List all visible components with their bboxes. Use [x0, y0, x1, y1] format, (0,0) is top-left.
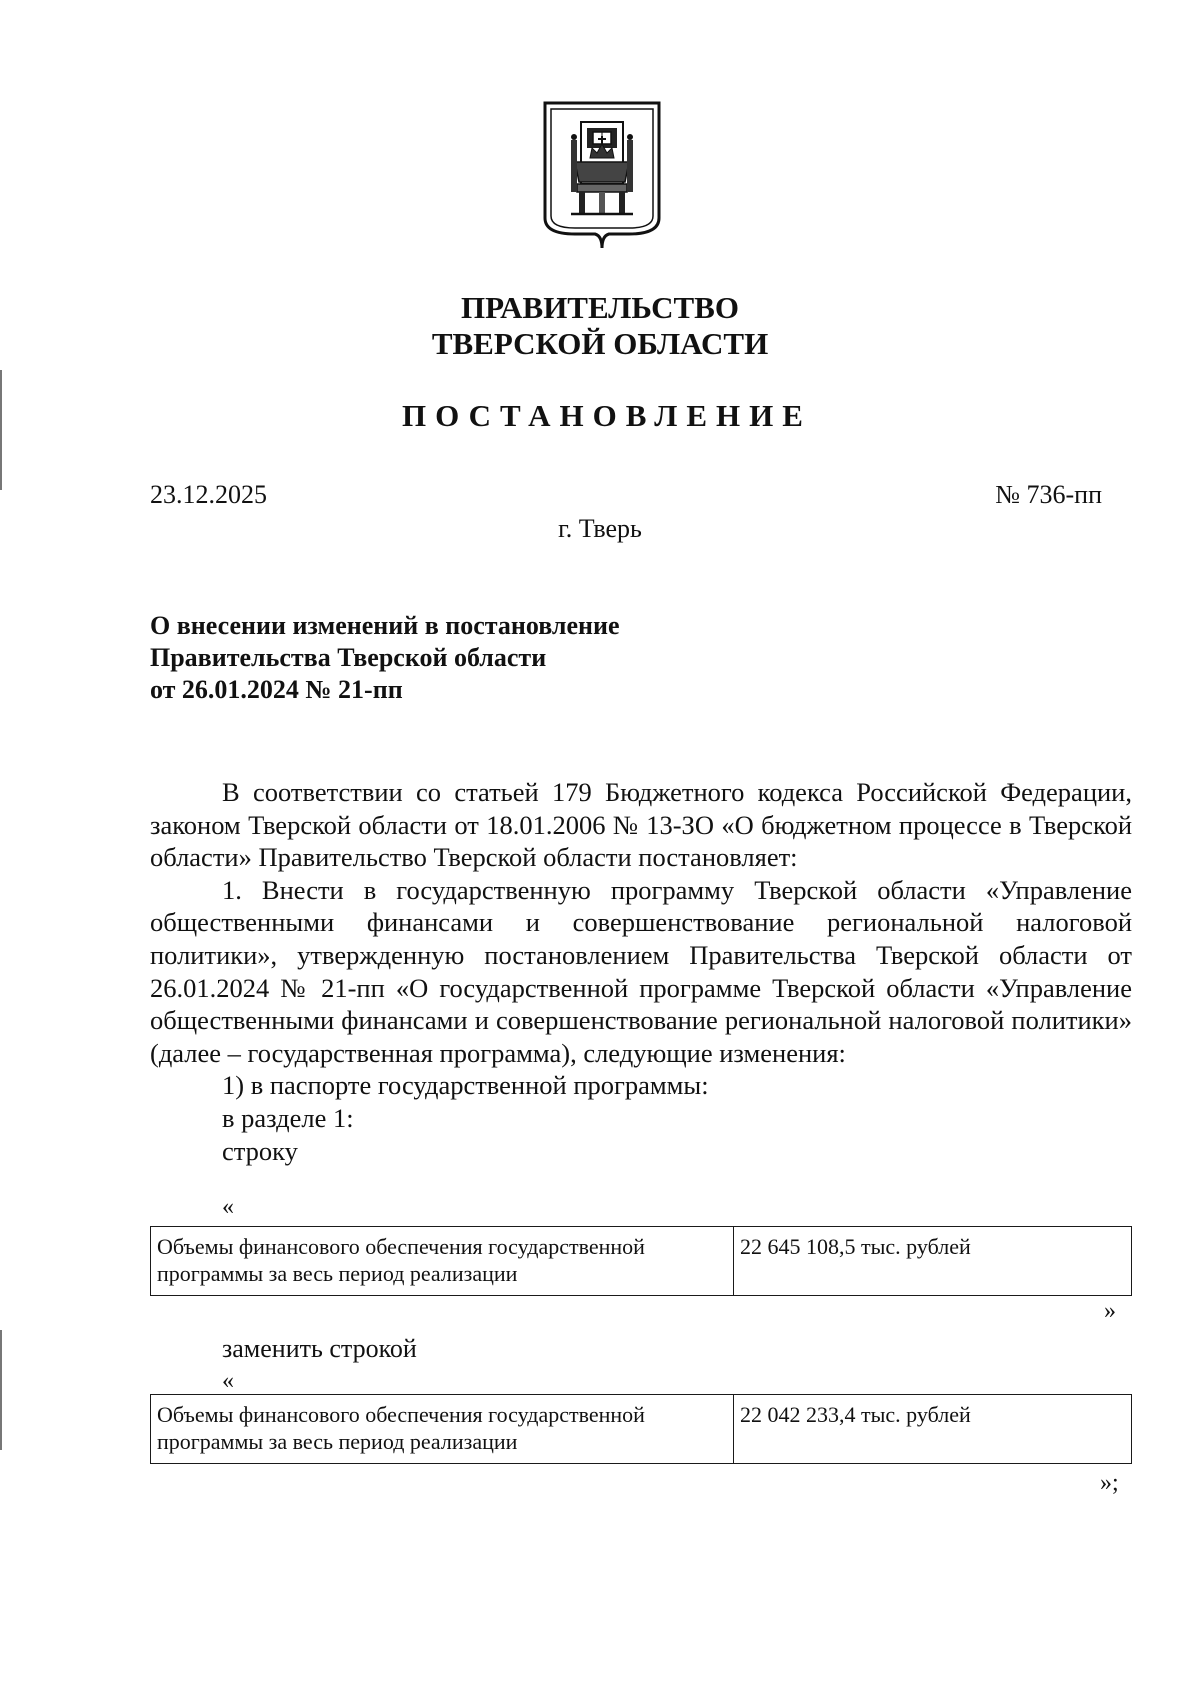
document-subject [150, 610, 620, 706]
scan-edge-mark [0, 370, 2, 490]
clause-1-paragraph: 1. Внести в государственную программу Тверской области «Управление общественными финансами и совершенствование региональной налоговой политики», утвержденную постановлением Правительства Тверской области от 26.01.2024 № 21-пп «О государственной программе Тверской области «Управление общественными финансами и совершенствование региональной налоговой политики» (далее – государственная программа), следующие изменения: [150, 874, 1132, 1068]
coat-of-arms-emblem [541, 100, 663, 252]
organization-name-line2: ТВЕРСКОЙ ОБЛАСТИ [431, 326, 769, 361]
new-financing-value: 22 042 233,4 тыс. рублей [734, 1395, 1132, 1464]
preamble-paragraph: В соответствии со статьей 179 Бюджетного кодекса Российской Федерации, законом Тверской области от 18.01.2006 № 13-ЗО «О бюджетном процессе в Тверской области» Правительство Тверской области постановляет: [150, 777, 1132, 873]
open-quote-1: « [222, 1194, 234, 1220]
subclause-section-1: в разделе 1: [222, 1102, 354, 1133]
old-financing-table [150, 1226, 1132, 1296]
old-financing-value: 22 645 108,5 тыс. рублей [734, 1227, 1132, 1296]
organization-name-line1: ПРАВИТЕЛЬСТВО [461, 290, 739, 325]
scan-edge-mark [0, 1330, 2, 1450]
replace-instruction: заменить строкой [222, 1334, 417, 1363]
table-row [151, 1227, 1132, 1296]
subclause-row-word: строку [222, 1135, 298, 1166]
document-city: г. Тверь [558, 514, 642, 543]
open-quote-2: « [222, 1368, 234, 1394]
subject-line1: О внесении изменений в постановление [150, 611, 620, 640]
new-financing-table [150, 1394, 1132, 1464]
new-financing-label: Объемы финансового обеспечения государственной программы за весь период реализации [151, 1395, 734, 1464]
document-date: 23.12.2025 [150, 480, 267, 509]
document-number: № 736-пп [995, 480, 1102, 509]
subclause-passport: 1) в паспорте государственной программы: [222, 1070, 709, 1101]
document-type-title: ПОСТАНОВЛЕНИЕ [402, 398, 812, 433]
table-row [151, 1395, 1132, 1464]
old-financing-label: Объемы финансового обеспечения государственной программы за весь период реализации [151, 1227, 734, 1296]
close-quote-2: »; [1100, 1470, 1119, 1496]
subject-line3: от 26.01.2024 № 21-пп [150, 675, 403, 704]
subject-line2: Правительства Тверской области [150, 643, 547, 672]
close-quote-1: » [1104, 1298, 1116, 1324]
document-body [150, 776, 1132, 1167]
